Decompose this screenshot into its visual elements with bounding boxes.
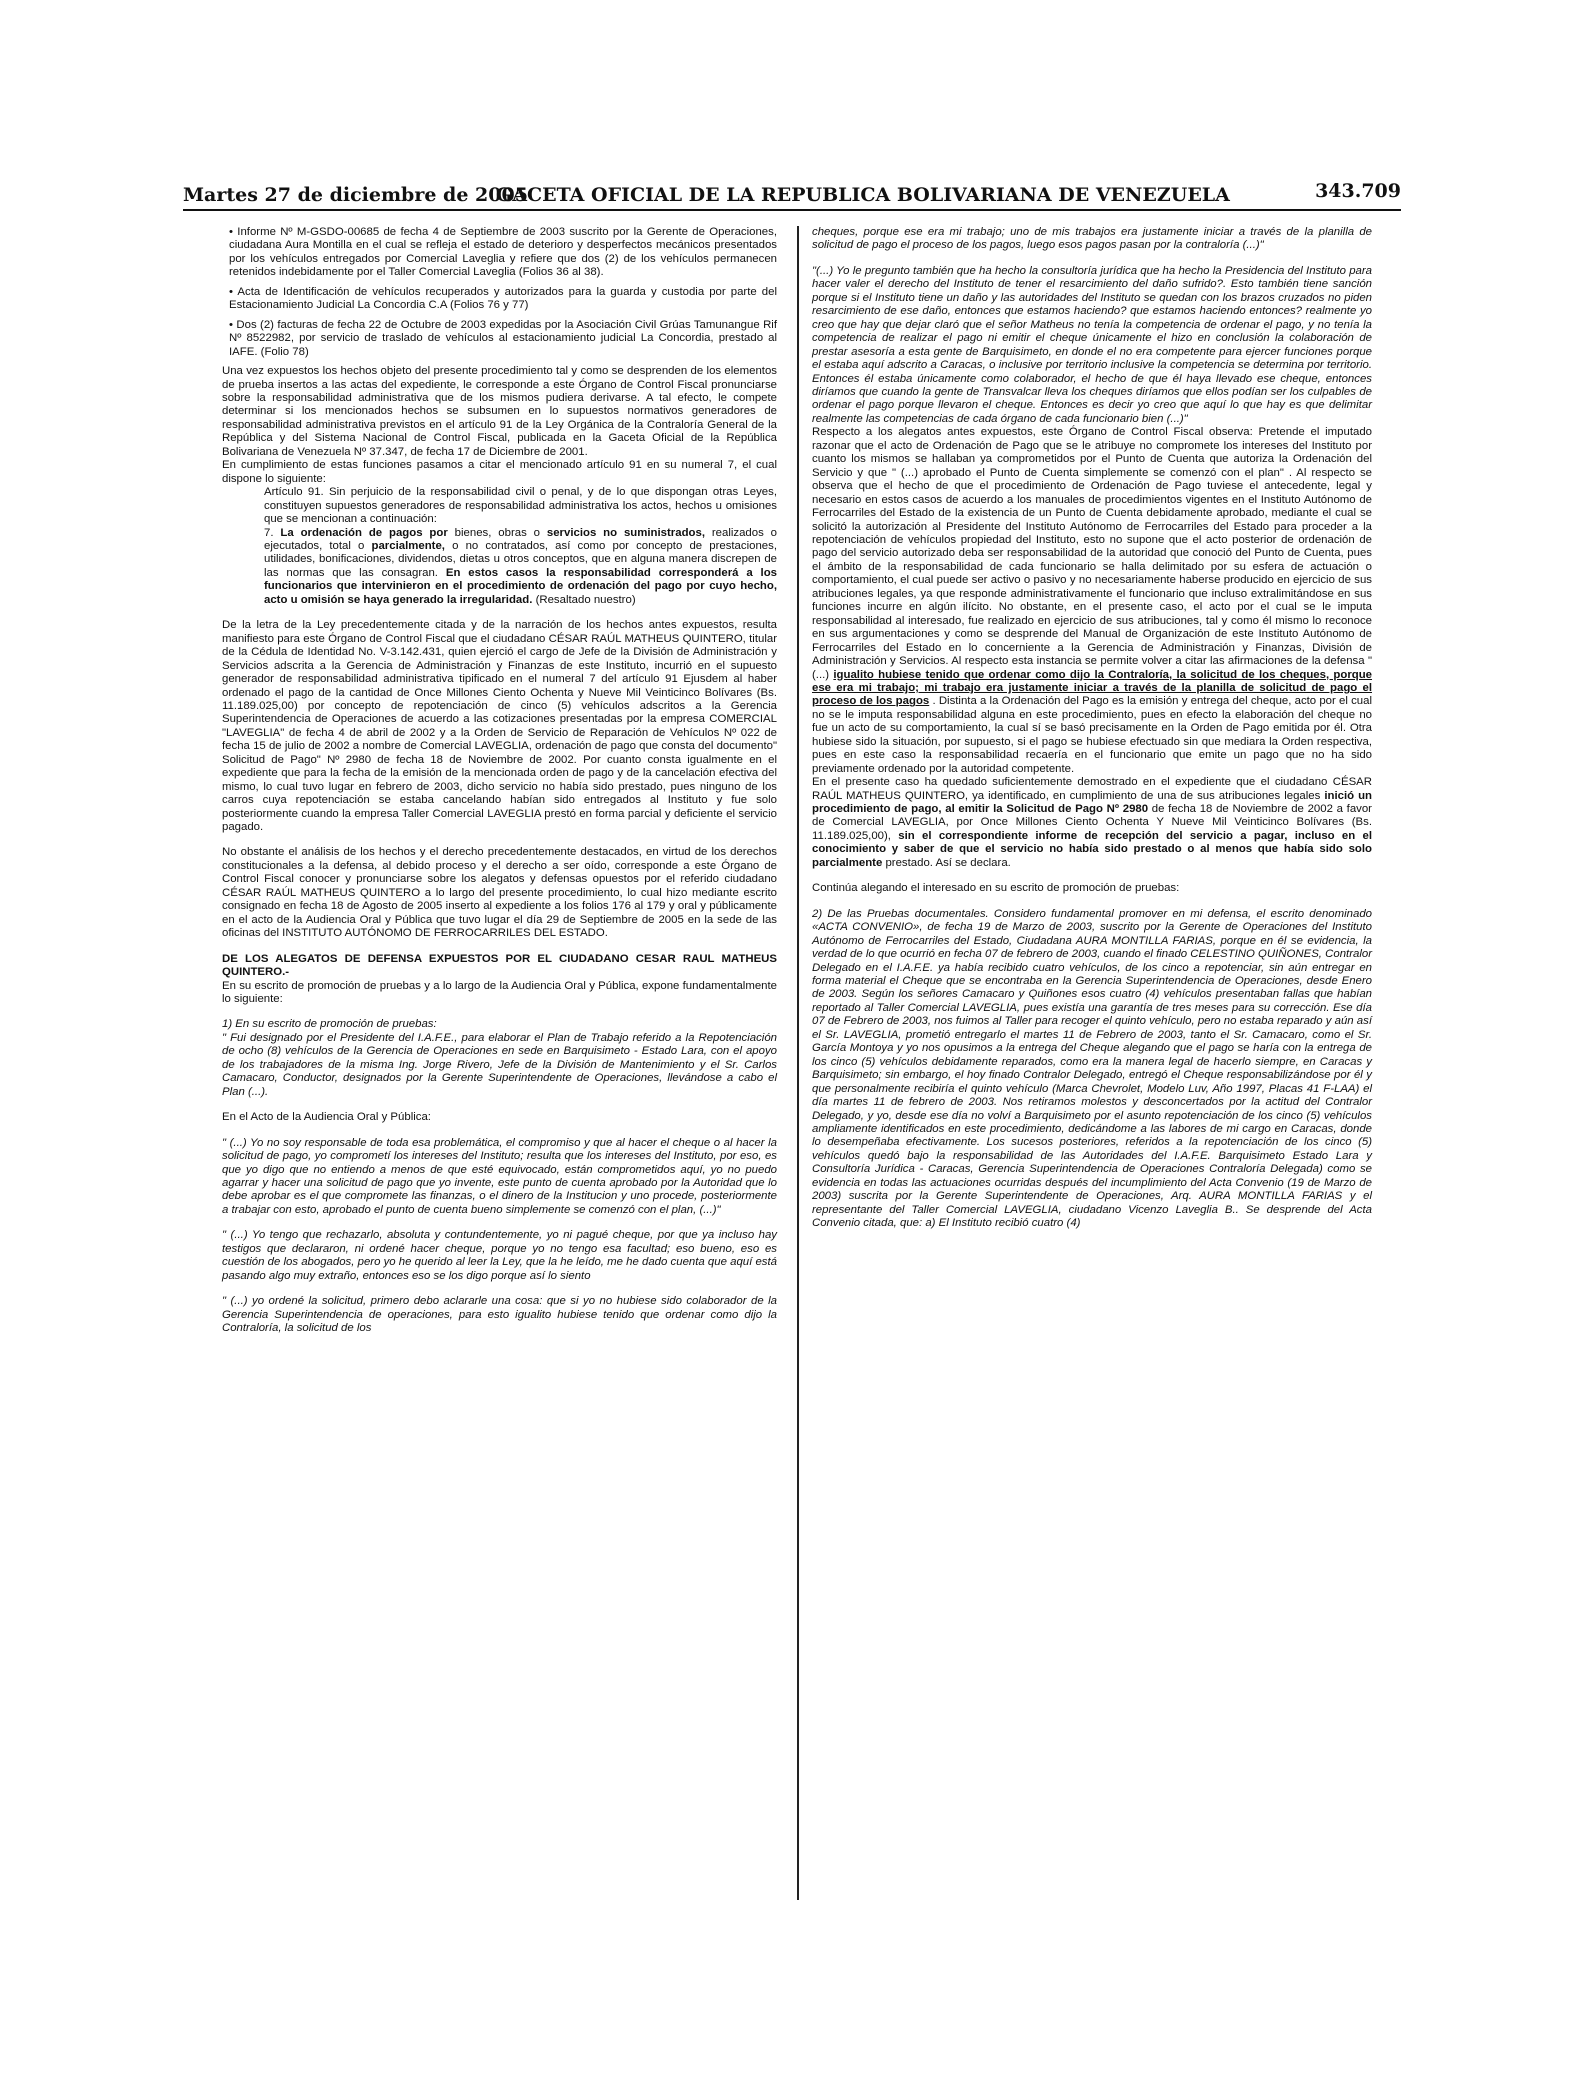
header-rule bbox=[183, 209, 1401, 211]
evidence-bullet-1: • Informe Nº M-GSDO-00685 de fecha 4 de Septiembre de 2003 suscrito por la Gerente de Operaciones, ciudadana Aura Montilla en el cual se refleja el estado de deterioro y desperfectos mecánicos presentados por los vehículos entregados por Comercial Laveglia y refiere que dos (2) de los vehículos permanecen retenidos indebidamente por el Taller Comercial Laveglia (Folios 36 al 38). bbox=[229, 226, 777, 279]
page-header bbox=[183, 180, 1401, 210]
article-91-text: Artículo 91. Sin perjuicio de la responsabilidad civil o penal, y de lo que dispongan otras Leyes, constituyen supuestos generadores de responsabilidad administrativa los actos, hechos u omisiones que se mencionan a continuación: bbox=[264, 486, 777, 526]
paragraph-responsibility: De la letra de la Ley precedentemente citada y de la narración de los hechos antes expuestos, resulta manifiesto para este Órgano de Control Fiscal que el ciudadano CÉSAR RAÚL MATHEUS QUINTERO, titular de la Cédula de Identidad No. V-3.142.431, quien ejerció el cargo de Jefe de la División de Administración y Servicios adscrita a la Gerencia de Administración y Finanzas de este Instituto, incurrió en el supuesto generador de responsabilidad administrativa tipificado en el numeral 7 del artículo 91 Ejusdem al haber ordenado el pago de la cantidad de Once Millones Ciento Ochenta y Nueve Mil Veinticinco Bolívares (Bs. 11.189.025,00) por concepto de repotenciación de cinco (5) vehículos adscritos a la Gerencia Superintendencia de Operaciones de acuerdo a las cotizaciones presentadas por la empresa COMERCIAL "LAVEGLIA" de fecha 4 de abril de 2002 y a la Orden de Servicio de Reparación de Vehículos Nº 022 de fecha 15 de julio de 2002 a nombre de Comercial LAVEGLIA, ordenación de pago que consta del documento" Solicitud de Pago" Nº 2980 de fecha 18 de Noviembre de 2002. Por cuanto consta igualmente en el expediente que para la fecha de la emisión de la mencionada orden de pago y de la cancelación efectiva del mismo, lo cual tuvo lugar en febrero de 2003, dicho servicio no había sido prestado, pues ninguno de los carros cuya repotenciación se estaba cancelando habían sido entregados al Instituto y fue solo posteriormente cuando la empresa Taller Comercial LAVEGLIA prestó en forma parcial y deficiente el servicio pagado. bbox=[222, 619, 777, 834]
evidence-bullet-3: • Dos (2) facturas de fecha 22 de Octubre de 2003 expedidas por la Asociación Civil Grúas Tamunangue Rif Nº 8522982, por servicio de traslado de vehículos al estacionamiento judicial La Concordia, prestado al IAFE. (Folio 78) bbox=[229, 318, 777, 358]
observation-text-1: Respecto a los alegatos antes expuestos, este Órgano de Control Fiscal observa: Pretende el imputado razonar que el acto de Ordenación de Pago que se le atribuye no compromete los intereses del Instituto por cuanto los mismos se hallaban ya comprometidos por el Punto de Cuenta que autoriza la Ordenación del Servicio y que " (...) aprobado el Punto de Cuenta simplemente se comenzó con el plan" . Al respecto se observa que el hecho de que el procedimiento de Ordenación de Pago tuviese el antecedente, legal y necesario en estos casos de acuerdo a los manuales de procedimientos vigentes en el Instituto Autónomo de Ferrocarriles del Estado de la existencia de un Punto de Cuenta debidamente aprobado, mediante el cual se solicitó la autorización al Presidente del Instituto Autónomo de Ferrocarriles del Estado para proceder a la repotenciación de vehículos propiedad del Instituto, esto no supone que el acto posterior de ordenación de pago del servicio autorizado deba ser responsabilidad de la autoridad que conoció del Punto de Cuenta, pues el ámbito de la responsabilidad de cada funcionario se halla delimitado por su esfera de actuación o comportamiento, el cual puede ser activo o pasivo y no necesariamente haberse producido en ejercicio de sus atribuciones legales, ya que responde administrativamente el funcionario que incluso extralimitándose en sus funciones incurre en algún ilícito. No obstante, en el presente caso, el acto por el cual se le imputa responsabilidad al interesado, fue realizado en ejercicio de sus atribuciones, tal y como él mismo lo reconoce en sus argumentaciones y como se desprende del Manual de Organización de este Instituto Autónomo de Ferrocarriles del Estado en lo concerniente a la Gerencia de Administración y Finanzas, División de Administración y Servicios. Al respecto esta instancia se permite volver a citar las afirmaciones de la defensa " (...) bbox=[812, 426, 1372, 681]
quote-hearing-1: " (...) Yo no soy responsable de toda esa problemática, el compromiso y que al hacer el cheque o al hacer la solicitud de pago, yo comprometí los intereses del Instituto; resulta que los intereses del Instituto, por eso, es que yo digo que no entiendo a menos de que esté equivocado, están comprometidos aquí, yo no puedo agarrar y hacer una solicitud de pago que yo invente, este punto de cuenta aprobado por la Autoridad que lo debe aprobar es el que compromete las finanzas, o el dinero de la Institucion y uno procede, posteriormente a trabajar con esto, aprobado el punto de cuenta bueno simplemente se comenzó con el plan, (...)" bbox=[222, 1136, 777, 1216]
right-column bbox=[812, 226, 1372, 1231]
numeral-7-text-2: realizados o ejecutados, total o bbox=[264, 526, 778, 552]
page-number: 343.709 bbox=[1315, 180, 1401, 202]
conclusion-bold-1: inició un procedimiento de pago, al emitir la Solicitud de Pago Nº 2980 bbox=[812, 789, 1372, 816]
numeral-7-text-3: o no contratados, así como por concepto de prestaciones, utilidades, bonificaciones, dividendos, dietas u otros conceptos, que en alguna manera discrepen de las normas que las consagran. bbox=[264, 539, 777, 579]
observation-text-2: . Distinta a la Ordenación del Pago es la emisión y entrega del cheque, acto por el cual no se le imputa responsabilidad alguna en este procedimiento, pues en efecto la elaboración del cheque no fue un acto de su comportamiento, la cual sí se basó precisamente en la Orden de Pago emitida por él. Otra hubiese sido la situación, por supuesto, si el pago se hubiese efectuado sin que mediara la Orden respectiva, pues en este caso la responsabilidad recaería en el funcionario que emite un pago que no ha sido previamente ordenado por la autoridad competente. bbox=[812, 695, 1372, 775]
numeral-7-bold-4: En estos casos la responsabilidad corresponderá a los funcionarios que intervinieron en el procedimiento de ordenación del pago por cuyo hecho, acto u omisión se haya generado la irregularidad. bbox=[264, 566, 778, 606]
conclusion-text-1: En el presente caso ha quedado suficientemente demostrado en el expediente que el ciudadano CÉSAR RAÚL MATHEUS QUINTERO, ya identificado, en cumplimiento de una de sus atribuciones legales bbox=[812, 776, 1372, 802]
hearing-label: En el Acto de la Audiencia Oral y Pública: bbox=[222, 1111, 431, 1124]
left-column bbox=[222, 226, 777, 1336]
column-divider bbox=[797, 226, 799, 1900]
numeral-7-label: 7. bbox=[264, 526, 281, 539]
conclusion-bold-2: sin el correspondiente informe de recepción del servicio a pagar, incluso en el conocimiento y saber de que el servicio no había sido prestado o al menos que había sido solo parcialmente bbox=[812, 829, 1373, 869]
observation-underlined-quote: igualito hubiese tenido que ordenar como dijo la Contraloría, la solicitud de los cheques, porque ese era mi trabajo; mi trabajo era justamente iniciar a través de la planilla de solicitud de pago el proceso de los pagos bbox=[812, 668, 1373, 708]
paragraph-observation bbox=[812, 426, 1372, 776]
quote-hearing-3: " (...) yo ordené la solicitud, primero debo aclararle una cosa: que si yo no hubiese sido colaborador de la Gerencia Superintendencia de operaciones, para esto igualito hubiese tenido que ordenar como dijo la Contraloría, la solicitud de los bbox=[222, 1295, 777, 1335]
quote-writ: " Fui designado por el Presidente del I.A.F.E., para elaborar el Plan de Trabajo referido a la Repotenciación de ocho (8) vehículos de la Gerencia de Operaciones en sede en Barquisimeto - Estado Lara, con el apoyo de los trabajadores de la misma Ing. Jorge Rivero, Jefe de la División de Mantenimiento y el Sr. Carlos Camacaro, Conductor, designados por la Gerente Superintendente de Operaciones, llevándose a cabo el Plan (...). bbox=[222, 1031, 777, 1098]
numeral-7-text-1: bienes, obras o bbox=[447, 526, 547, 539]
section-heading: DE LOS ALEGATOS DE DEFENSA EXPUESTOS POR EL CIUDADANO CESAR RAUL MATHEUS QUINTERO.- bbox=[222, 952, 777, 979]
numeral-7-text-4: (Resaltado nuestro) bbox=[532, 593, 636, 606]
quote-hearing-4: "(...) Yo le pregunto también que ha hecho la consultoría jurídica que ha hecho la Presidencia del Instituto para hacer valer el derecho del Instituto de tener el resarcimiento del daño sufrido?. Esto también tiene sanción porque si el Instituto tiene un daño y las autoridades del Instituto se quedan con los brazos cruzados no piden resarcimiento de ese daño, entonces que estamos haciendo? que estamos haciendo entonces? realmente yo creo que hay que dejar claró que el señor Matheus no tenía la competencia de ordenar el pago, y no tenía la competencia de realizar el pago ni emitir el cheque únicamente el hizo en conclusión la colaboración de prestar asesoría a esta gente de Barquisimeto, en donde el no era competente para ejercer funciones porque el estaba aquí adscrito a Caracas, o inclusive por territorio inclusive la competencia se determina por territorio. Entonces él estaba únicamente como colaborador, el hecho de que él haya llevado ese cheque, entonces diríamos que cuando la gente de Transvalcar lleva los cheques diríamos que ellos podían ser los culpables de ordenar el pago porque llevaron el cheque. Entonces es decir yo creo que aquí lo que hay es que delimitar realmente las competencias de cada órgano de cada funcionario bien (...)" bbox=[812, 264, 1372, 425]
evidence-bullet-2: • Acta de Identificación de vehículos recuperados y autorizados para la guarda y custodia por parte del Estacionamiento Judicial La Concordia C.A (Folios 76 y 77) bbox=[229, 285, 777, 312]
paragraph-exposition: En su escrito de promoción de pruebas y a lo largo de la Audiencia Oral y Pública, expone fundamentalmente lo siguiente: bbox=[222, 979, 777, 1006]
paragraph-facts: Una vez expuestos los hechos objeto del presente procedimiento tal y como se desprenden de los elementos de prueba insertos a las actas del expediente, le corresponde a este Órgano de Control Fiscal pronunciarse sobre la responsabilidad administrativa que de los mismos pudiera derivarse. A tal efecto, le compete determinar si los mencionados hechos se subsumen en lo supuestos normativos generadores de responsabilidad administrativa previstos en el artículo 91 de la Ley Orgánica de la Contraloría General de la República y del Sistema Nacional de Control Fiscal, publicada en la Gaceta Oficial de la República Bolivariana de Venezuela Nº 37.347, de fecha 17 de Diciembre de 2001. bbox=[222, 365, 777, 458]
conclusion-text-3: prestado. Así se declara. bbox=[882, 856, 1011, 869]
gazette-title: GACETA OFICIAL DE LA REPUBLICA BOLIVARIANA DE VENEZUELA bbox=[496, 184, 1230, 206]
paragraph-right-of-defense: No obstante el análisis de los hechos y el derecho precedentemente destacados, en virtud de los derechos constitucionales a la defensa, al debido proceso y el derecho a ser oído, corresponde a este Órgano de Control Fiscal conocer y pronunciarse sobre los alegatos y defensas opuestos por el referido ciudadano CÉSAR RAÚL MATHEUS QUINTERO a lo largo del presente procedimiento, lo cual hizo mediante escrito consignado en fecha 18 de Agosto de 2005 inserto al expediente a los folios 176 al 179 y oral y públicamente en el acto de la Audiencia Oral y Pública que tuvo lugar el día 29 de Septiembre de 2005 en la sede de las oficinas del INSTITUTO AUTÓNOMO DE FERROCARRILES DEL ESTADO. bbox=[222, 846, 777, 940]
paragraph-article-intro: En cumplimiento de estas funciones pasamos a citar el mencionado artículo 91 en su numeral 7, el cual dispone lo siguiente: bbox=[222, 459, 777, 485]
quote-hearing-2: " (...) Yo tengo que rechazarlo, absoluta y contundentemente, yo ni pagué cheque, por que ya incluso hay testigos que declararon, ni ordené hacer cheque, porque yo no tengo esa facultad; eso bueno, eso es cuestión de los abogados, pero yo he querido al leer la Ley, que la he leído, me he dado cuenta que aquí está pasando algo muy extraño, entonces eso se los digo porque así lo siento bbox=[222, 1229, 777, 1282]
article-91-numeral-7 bbox=[222, 527, 777, 608]
issue-date: Martes 27 de diciembre de 2005 bbox=[183, 184, 528, 206]
paragraph-conclusion bbox=[812, 776, 1372, 870]
evidence-writ-label: 1) En su escrito de promoción de pruebas: bbox=[222, 1018, 437, 1031]
quote-hearing-3-continued: cheques, porque ese era mi trabajo; uno de mis trabajos era justamente iniciar a través de la planilla de solicitud de pago el proceso de los pagos, luego esos pagos pasan por la contraloría (...)" bbox=[812, 226, 1372, 252]
numeral-7-bold-3: parcialmente, bbox=[371, 539, 445, 552]
paragraph-continues: Continúa alegando el interesado en su escrito de promoción de pruebas: bbox=[812, 882, 1180, 895]
conclusion-text-2: de fecha 18 de Noviembre de 2002 a favor de Comercial LAVEGLIA, por Once Millones Ciento Ochenta Y Nueve Mil Veinticinco Bolívares (Bs. 11.189.025,00), bbox=[812, 803, 1372, 842]
numeral-7-bold-1: La ordenación de pagos por bbox=[280, 526, 448, 539]
quote-documentary-evidence: 2) De las Pruebas documentales. Considero fundamental promover en mi defensa, el escrito denominado «ACTA CONVENIO», de fecha 19 de Marzo de 2003, suscrito por la Gerente de Operaciones del Instituto Autónomo de Ferrocarriles del Estado, Ciudadana AURA MONTILLA FARIAS, porque en él se evidencia, la verdad de lo que ocurrió en fecha 07 de febrero de 2003, cuando el finado CELESTINO QUIÑONES, Contralor Delegado en el I.A.F.E. ya había recibido cuatro vehículos, de los cinco a repotenciar, sin aún entregar en forma material el Cheque que se encontraba en la Gerencia Superintendencia de Operaciones, desde Enero de 2003. Según los señores Camacaro y Quiñones esos cuatro (4) vehículos presentaban fallas que habían reportado al Taller Comercial LAVEGLIA, pues existía una garantía de tres meses para su corrección. Ese día 07 de Febrero de 2003, nos fuimos al Taller para recoger el quinto vehículo, pero no estaba reparado y aún así el Sr. LAVEGLIA, prometió entregarlo el martes 11 de Febrero de 2003, tanto el Sr. Camacaro, como el Sr. García Montoya y yo nos opusimos a la entrega del Cheque alegando que el pago se haría con la entrega de los cinco (5) vehículos debidamente reparados, como era la manera legal de hacerlo siempre, en Caracas y Barquisimeto; sin embargo, el hoy finado Contralor Delegado, entregó el Cheque responsabilizándose por él y que personalmente recibiría el quinto vehículo (Marca Chevrolet, Modelo Luv, Año 1997, Placas 41 F-LAA) el día martes 11 de febrero de 2003. Nos retiramos molestos y desconcertados por la actitud del Contralor Delegado, y yo, desde ese día no volví a Barquisimeto por el asunto repotenciación de los cinco (5) vehículos ampliamente identificados en este procedimiento, dedicándome a las labores de mi cargo en Caracas, donde lo desempeñaba efectivamente. Los sucesos posteriores, referidos a la repotenciación de los cinco (5) vehículos quedó bajo la responsabilidad de las Autoridades del I.A.F.E. Barquisimeto Estado Lara y Consultoría Jurídica - Caracas, Gerencia Superintendencia de Operaciones Contraloría Delegada) como se evidencia en todas las actuaciones ocurridas después del incumplimiento del Acta Convenio (19 de Marzo de 2003) suscrita por la Gerente Superintendente de Operaciones, Arq. AURA MONTILLA FARIAS y el representante del Taller Comercial LAVEGLIA, ciudadano Vicenzo Laveglia B.. Se desprende del Acta Convenio citada, que: a) El Instituto recibió cuatro (4) bbox=[812, 907, 1372, 1230]
numeral-7-bold-2: servicios no suministrados, bbox=[546, 526, 705, 539]
